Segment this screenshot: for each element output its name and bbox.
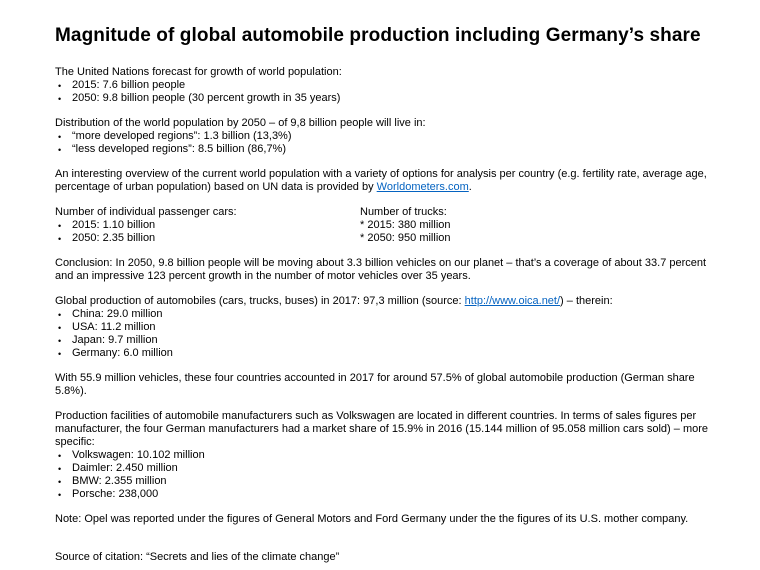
trucks-line: * 2050: 950 million — [360, 232, 451, 244]
list-item: • Daimler: 2.450 million — [55, 462, 715, 475]
worldometers-paragraph — [55, 168, 715, 194]
list-item: • Germany: 6.0 million — [55, 347, 715, 360]
list-item: • USA: 11.2 million — [55, 321, 715, 334]
global-production-section — [55, 295, 715, 360]
list-item: • “more developed regions”: 1.3 billion (13,3%) — [55, 130, 715, 143]
paragraph-text: ) – therein: — [560, 295, 613, 307]
population-forecast-list — [55, 79, 715, 105]
list-item: • BMW: 2.355 million — [55, 475, 715, 488]
population-distribution-list — [55, 130, 715, 156]
population-distribution-lead: Distribution of the world population by 2050 – of 9,8 billion people will live in: — [55, 117, 426, 129]
list-item: • 2015: 7.6 billion people — [55, 79, 715, 92]
global-production-list — [55, 308, 715, 360]
population-forecast-section — [55, 66, 715, 105]
page-title: Magnitude of global automobile production including Germany’s share — [55, 25, 701, 46]
note-paragraph: Note: Opel was reported under the figures of General Motors and Ford Germany under the the figures of its U.S. mother company. — [55, 513, 689, 525]
conclusion-paragraph: Conclusion: In 2050, 9.8 billion people will be moving about 3.3 billion vehicles on our planet – that’s a coverage of about 33.7 percent and an impressive 123 percent growth in the number of motor vehicles over 35 years. — [55, 257, 707, 282]
passenger-cars-column — [55, 206, 360, 245]
paragraph-text: Global production of automobiles (cars, trucks, buses) in 2017: 97,3 million (source: — [55, 295, 465, 307]
trucks-line: * 2015: 380 million — [360, 219, 451, 231]
population-forecast-lead: The United Nations forecast for growth of world population: — [55, 66, 342, 78]
vehicles-columns-section — [55, 206, 715, 245]
paragraph-text: An interesting overview of the current world population with a variety of options for analysis per country (e.g. fertility rate, average age, percentage of urban population) based on UN data is provided by — [55, 168, 707, 193]
trucks-column — [360, 206, 715, 245]
oica-link[interactable]: http://www.oica.net/ — [464, 295, 561, 307]
list-item: • Japan: 9.7 million — [55, 334, 715, 347]
list-item: • 2050: 9.8 billion people (30 percent growth in 35 years) — [55, 92, 715, 105]
manufacturers-lead: Production facilities of automobile manufacturers such as Volkswagen are located in different countries. In terms of sales figures per manufacturer, the four German manufacturers had a market share of 15.9% in 2016 (15.144 million of 95.058 million cars sold) – more specific: — [55, 410, 709, 448]
population-distribution-section — [55, 117, 715, 156]
list-item: • 2015: 1.10 billion — [55, 219, 360, 232]
passenger-cars-lead: Number of individual passenger cars: — [55, 206, 237, 218]
trucks-lead: Number of trucks: — [360, 206, 447, 218]
manufacturers-list — [55, 449, 715, 501]
worldometers-link[interactable]: Worldometers.com — [376, 181, 469, 193]
list-item: • Volkswagen: 10.102 million — [55, 449, 715, 462]
global-production-lead — [55, 295, 715, 308]
list-item: • 2050: 2.35 billion — [55, 232, 360, 245]
list-item: • China: 29.0 million — [55, 308, 715, 321]
manufacturers-section — [55, 410, 715, 501]
paragraph-text: . — [468, 181, 472, 193]
list-item: • “less developed regions”: 8.5 billion (86,7%) — [55, 143, 715, 156]
four-countries-paragraph: With 55.9 million vehicles, these four countries accounted in 2017 for around 57.5% of global automobile production (German share 5.8%). — [55, 372, 695, 397]
source-citation: Source of citation: “Secrets and lies of the climate change” — [55, 551, 340, 563]
list-item: • Porsche: 238,000 — [55, 488, 715, 501]
passenger-cars-list — [55, 219, 360, 245]
